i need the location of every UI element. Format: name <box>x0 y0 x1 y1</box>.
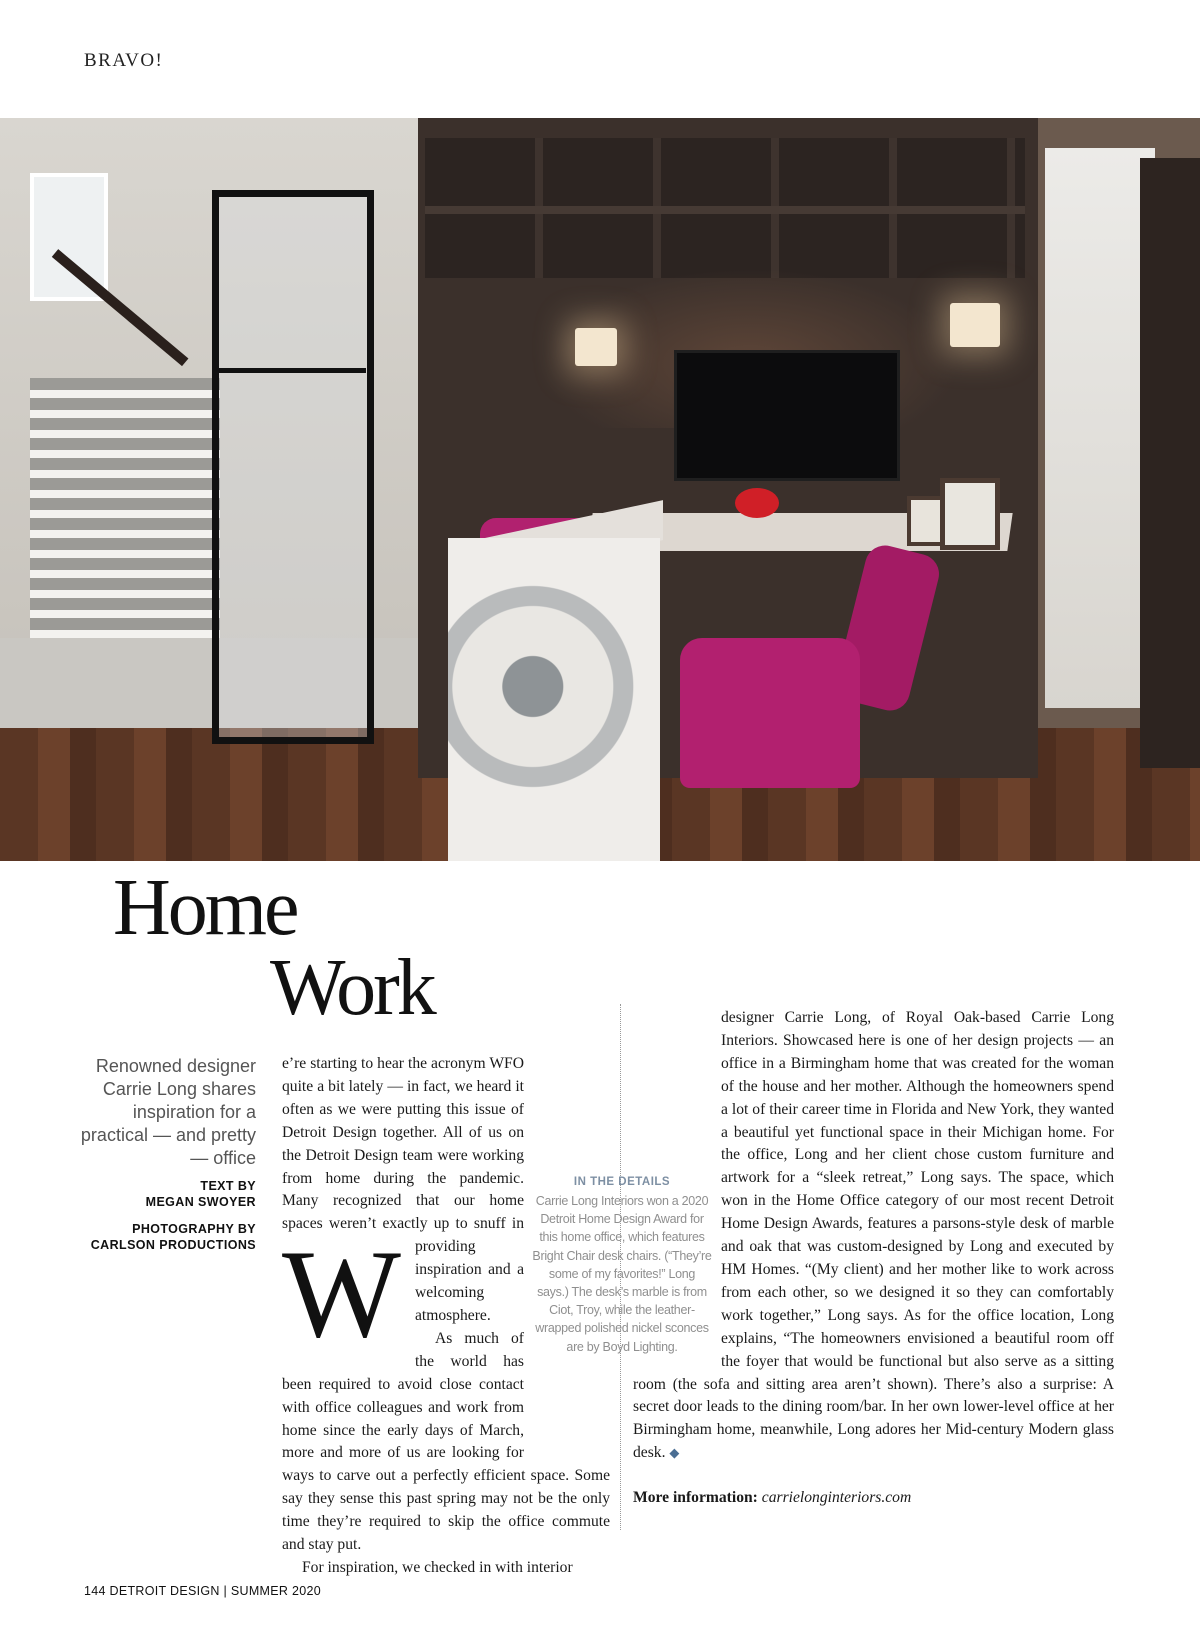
drop-cap: W <box>282 1225 401 1364</box>
body-paragraph-3: For inspiration, we checked in with interior <box>302 1558 573 1576</box>
photo-right-door <box>1140 158 1200 768</box>
photo-tv <box>674 350 900 481</box>
more-info-link[interactable]: carrielonginteriors.com <box>761 1489 912 1507</box>
hero-photo <box>0 118 1200 861</box>
photo-flowers <box>735 488 779 518</box>
body-column-2 <box>633 1007 1114 1510</box>
page-footer: 144 DETROIT DESIGN | SUMMER 2020 <box>84 1584 321 1598</box>
body-paragraph-3-continued-text: designer Carrie Long, of Royal Oak-based Carrie Long Interiors. Showcased here is one of her design projects — an office in a Birmingham home that was created for the woman of the house and her mother. Although the homeowners spend a lot of their career time in Florida and New York, they wanted a beautiful yet functional space in their Michigan home. For the office, Long and her client chose custom furniture and artwork for a “sleek retreat,” Long says. The space, which won in the Home Office category of our most recent Detroit Home Design Awards, features a parsons-style desk of marble and oak that was custom-designed by Long and executed by HM Homes. “(My client) and her mother like to work across from each other, so we designed it so they can comfortably work together,” Long says. As for the office location, Long explains, “The homeowners envisioned a beautiful room off the foyer that would be functional but also serve as a sitting room (the sofa and sitting area aren’t shown). There’s also a surprise: A secret door leads to the dining room/bar. In her own lower-level office at her Birmingham home, meanwhile, Long adores her Mid-century Modern glass desk. <box>633 1009 1114 1462</box>
photo-credit-label: PHOTOGRAPHY BY CARLSON PRODUCTIONS <box>90 1222 256 1252</box>
more-info-label: More information: <box>633 1489 758 1507</box>
section-label: BRAVO! <box>84 50 164 71</box>
photo-credit <box>56 1221 256 1253</box>
photo-sconce-right <box>950 303 1000 347</box>
sidebar-wrap-space-right <box>633 1167 721 1373</box>
headline-line2: Work <box>270 944 434 1032</box>
photo-door-mullion <box>218 368 366 373</box>
sidebar-title: IN THE DETAILS <box>573 1176 671 1188</box>
photo-marble-desk <box>448 538 660 861</box>
photo-right-room <box>1045 148 1155 708</box>
headline-line1: Home <box>113 864 297 952</box>
deck: Renowned designer Carrie Long shares inspiration for a practical — and pretty — office <box>80 1056 256 1168</box>
body-paragraph-1: e’re starting to hear the acronym WFO quite a bit lately — in fact, we heard it often as we were putting this issue of Detroit Design together. All of us on the Detroit Design team were working from home during the pandemic. Many recognized that our home spaces weren’t exactly up to snuff in providing inspiration and a welcoming atmosphere. <box>282 1055 524 1324</box>
body-paragraph-2: As much of the world has been required to avoid close contact with office colleagues and work from home since the early days of March, more and more of us are looking for ways to carve out a perfectly efficient space. Some say they sense this past spring may not be the only time they’re required to skip the office commute and stay put. <box>282 1329 610 1554</box>
text-credit <box>56 1178 256 1210</box>
more-information <box>633 1487 1114 1510</box>
photo-glass-door <box>212 190 374 744</box>
sidebar-text: Carrie Long Interiors won a 2020 Detroit Home Design Award for this home office, which features Bright Chair desk chairs. (“They’re some of my favorites!” Long says.) The desk’s marble is from Ciot, Troy, while the leather-wrapped polished nickel sconces are by Boyd Lighting. <box>532 1194 712 1354</box>
photo-frame-large <box>940 478 1000 550</box>
text-credit-label: TEXT BY MEGAN SWOYER <box>145 1179 256 1209</box>
end-mark-icon: ◆ <box>669 1445 680 1461</box>
photo-staircase <box>30 378 220 658</box>
photo-sconce-left <box>575 328 617 366</box>
photo-chair-front <box>680 638 860 788</box>
photo-shelf-line <box>425 206 1025 214</box>
